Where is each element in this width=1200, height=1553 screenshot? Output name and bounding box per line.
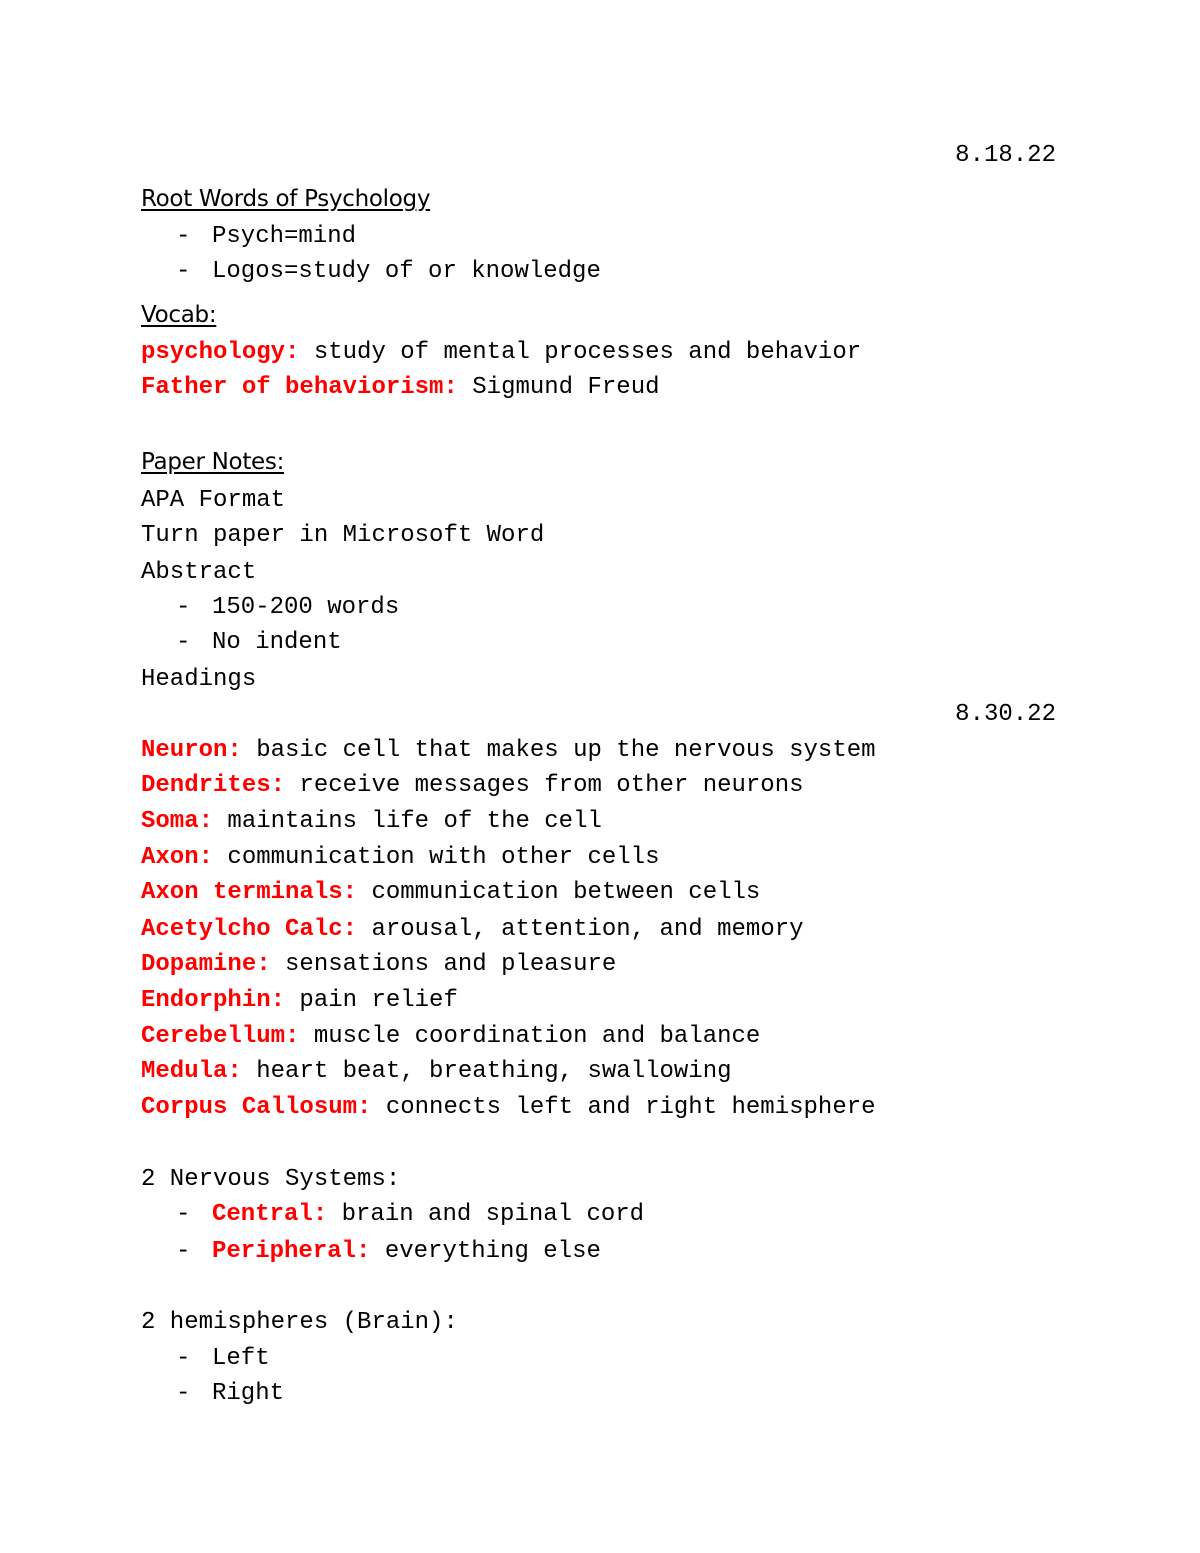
dash-bullet: - bbox=[176, 594, 191, 621]
hemisphere-item: - Right bbox=[176, 1380, 285, 1407]
root-item: - Logos=study of or knowledge bbox=[176, 258, 601, 285]
term-definition: basic cell that makes up the nervous system bbox=[241, 737, 876, 764]
date-2: 8.30.22 bbox=[955, 701, 1056, 728]
paper-line: Turn paper in Microsoft Word bbox=[141, 522, 545, 549]
term-name: Central: bbox=[212, 1201, 328, 1228]
term-definition: communication between cells bbox=[357, 879, 761, 906]
term-entry bbox=[141, 1023, 760, 1051]
term-definition: sensations and pleasure bbox=[270, 951, 617, 978]
term-entry bbox=[141, 1094, 876, 1122]
term-entry bbox=[141, 951, 616, 979]
vocab-term: psychology: bbox=[141, 339, 300, 366]
term-definition: arousal, attention, and memory bbox=[357, 916, 804, 943]
term-entry bbox=[141, 772, 804, 800]
term-name: Dendrites: bbox=[141, 772, 286, 799]
term-entry bbox=[141, 808, 602, 836]
vocab-heading: Vocab: bbox=[141, 302, 217, 328]
term-definition: pain relief bbox=[285, 987, 458, 1014]
term-name: Peripheral: bbox=[212, 1238, 371, 1265]
term-name: Axon: bbox=[141, 844, 214, 871]
term-entry bbox=[141, 916, 804, 944]
vocab-definition: Sigmund Freud bbox=[457, 374, 660, 401]
term-name: Dopamine: bbox=[141, 951, 271, 978]
term-name: Endorphin: bbox=[141, 987, 286, 1014]
paper-line: APA Format bbox=[141, 487, 286, 514]
dash-bullet: - bbox=[176, 1201, 191, 1228]
dash-bullet: - bbox=[176, 629, 191, 656]
term-name: Medula: bbox=[141, 1058, 242, 1085]
term-definition: brain and spinal cord bbox=[327, 1201, 645, 1228]
hemisphere-item: - Left bbox=[176, 1345, 270, 1372]
headings-label: Headings bbox=[141, 666, 257, 693]
dash-bullet: - bbox=[176, 258, 191, 285]
abstract-item: - No indent bbox=[176, 629, 342, 656]
dash-bullet: - bbox=[176, 223, 191, 250]
term-definition: maintains life of the cell bbox=[213, 808, 602, 835]
vocab-definition: study of mental processes and behavior bbox=[299, 339, 862, 366]
root-words-heading: Root Words of Psychology bbox=[141, 186, 431, 212]
dash-bullet: - bbox=[176, 1380, 191, 1407]
term-definition: communication with other cells bbox=[213, 844, 660, 871]
nervous-systems-heading: 2 Nervous Systems: bbox=[141, 1166, 401, 1193]
paper-line: Abstract bbox=[141, 559, 257, 586]
term-name: Neuron: bbox=[141, 737, 242, 764]
vocab-entry bbox=[141, 339, 861, 367]
term-entry bbox=[141, 879, 760, 907]
vocab-entry bbox=[141, 374, 660, 402]
nervous-system-item bbox=[176, 1201, 644, 1229]
term-entry bbox=[141, 844, 660, 872]
term-name: Soma: bbox=[141, 808, 214, 835]
dash-bullet: - bbox=[176, 1238, 191, 1265]
term-name: Axon terminals: bbox=[141, 879, 358, 906]
vocab-term: Father of behaviorism: bbox=[141, 374, 458, 401]
term-definition: heart beat, breathing, swallowing bbox=[241, 1058, 732, 1085]
term-definition: everything else bbox=[370, 1238, 601, 1265]
root-item: - Psych=mind bbox=[176, 223, 357, 250]
term-entry bbox=[141, 987, 458, 1015]
date-1: 8.18.22 bbox=[955, 142, 1056, 169]
dash-bullet: - bbox=[176, 1345, 191, 1372]
hemispheres-heading: 2 hemispheres (Brain): bbox=[141, 1309, 458, 1336]
term-entry bbox=[141, 1058, 732, 1086]
term-definition: connects left and right hemisphere bbox=[371, 1094, 876, 1121]
term-definition: receive messages from other neurons bbox=[285, 772, 804, 799]
nervous-system-item bbox=[176, 1238, 601, 1266]
term-name: Acetylcho Calc: bbox=[141, 916, 358, 943]
paper-notes-heading: Paper Notes: bbox=[141, 449, 285, 475]
term-name: Cerebellum: bbox=[141, 1023, 300, 1050]
term-definition: muscle coordination and balance bbox=[299, 1023, 761, 1050]
term-name: Corpus Callosum: bbox=[141, 1094, 372, 1121]
term-entry bbox=[141, 737, 876, 765]
abstract-item: - 150-200 words bbox=[176, 594, 400, 621]
